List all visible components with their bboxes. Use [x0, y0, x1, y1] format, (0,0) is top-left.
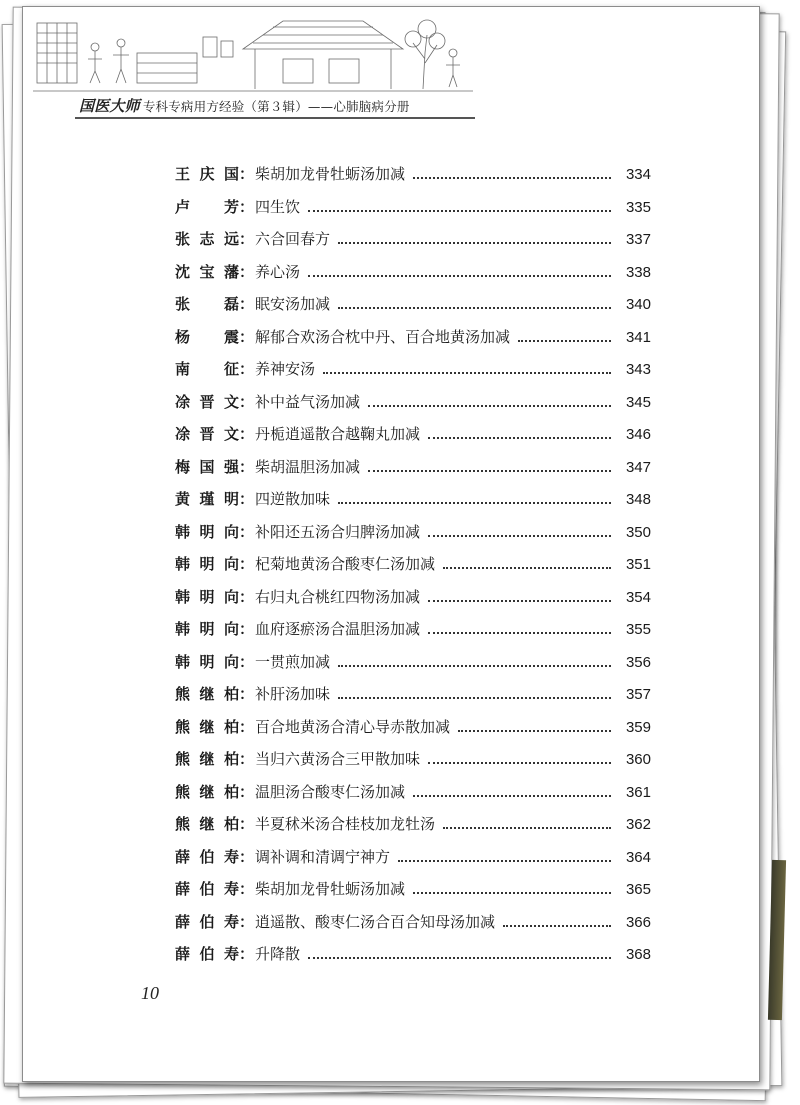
toc-page-number: 337	[625, 231, 651, 248]
toc-title: 补阳还五汤合归脾汤加减	[255, 522, 421, 541]
toc-title: 养心汤	[255, 262, 301, 281]
toc-separator: ：	[239, 782, 255, 801]
toc-page-number: 354	[625, 588, 651, 606]
toc-entry	[175, 553, 651, 586]
toc-dot-leader	[338, 501, 611, 504]
toc-dot-leader	[503, 924, 611, 927]
toc-separator: ：	[239, 490, 255, 508]
toc-author: 沈宝藩	[175, 262, 239, 281]
toc-author: 凃晋文	[175, 392, 239, 411]
toc-page-number: 348	[625, 491, 651, 508]
toc-separator: ：	[239, 847, 255, 866]
toc-dot-leader	[368, 404, 611, 407]
toc-separator: ：	[239, 912, 255, 931]
header-rule	[75, 117, 475, 119]
series-title: 专科专病用方经验（第３辑）——心肺脑病分册	[142, 99, 410, 114]
toc-title: 柴胡加龙骨牡蛎汤加减	[255, 880, 406, 898]
toc-page-number: 351	[625, 556, 651, 573]
toc-page-number: 360	[625, 751, 651, 768]
toc-separator: ：	[239, 750, 255, 768]
toc-title: 解郁合欢汤合枕中丹、百合地黄汤加减	[255, 327, 511, 346]
toc-separator: ：	[239, 425, 255, 443]
toc-title: 丹栀逍遥散合越鞠丸加减	[255, 425, 421, 443]
toc-page-number: 361	[625, 783, 651, 801]
toc-title: 调补调和清调宁神方	[255, 847, 391, 866]
toc-page-number: 366	[625, 913, 651, 931]
toc-title: 柴胡温胆汤加减	[255, 457, 361, 476]
toc-author: 杨 震	[175, 327, 239, 346]
toc-title: 杞菊地黄汤合酸枣仁汤加减	[255, 555, 436, 573]
series-brand: 国医大师	[79, 97, 140, 115]
toc-separator: ：	[239, 620, 255, 638]
toc-page-number: 334	[625, 166, 651, 183]
toc-title: 六合回春方	[255, 230, 331, 248]
toc-separator: ：	[239, 457, 255, 476]
toc-page-number: 335	[625, 198, 651, 216]
toc-entry	[175, 618, 651, 651]
toc-entry	[175, 326, 651, 359]
toc-entry	[175, 391, 651, 424]
toc-page-number: 356	[625, 653, 651, 671]
toc-separator: ：	[239, 165, 255, 183]
toc-dot-leader	[308, 209, 611, 212]
toc-author: 卢 芳	[175, 197, 239, 216]
toc-title: 柴胡加龙骨牡蛎汤加减	[255, 165, 406, 183]
toc-dot-leader	[443, 566, 611, 569]
toc-separator: ：	[239, 685, 255, 703]
toc-title: 补肝汤加味	[255, 685, 331, 703]
toc-page-number: 345	[625, 393, 651, 411]
toc-author: 熊继柏	[175, 782, 239, 801]
toc-page-number: 346	[625, 426, 651, 443]
toc-entry	[175, 683, 651, 716]
toc-dot-leader	[308, 274, 611, 277]
toc-author: 薛伯寿	[175, 880, 239, 898]
toc-page-number: 359	[625, 718, 651, 736]
toc-dot-leader	[443, 826, 611, 829]
page-number: 10	[141, 983, 159, 1003]
toc-title: 一贯煎加减	[255, 652, 331, 671]
toc-entry	[175, 911, 651, 944]
toc-page-number: 343	[625, 361, 651, 378]
toc-entry	[175, 878, 651, 911]
toc-author: 韩明向	[175, 652, 239, 671]
toc-title: 眠安汤加减	[255, 295, 331, 313]
toc-entry	[175, 293, 651, 326]
toc-dot-leader	[338, 306, 611, 309]
toc-separator: ：	[239, 230, 255, 248]
toc-author: 张志远	[175, 230, 239, 248]
toc-author: 薛伯寿	[175, 847, 239, 866]
toc-separator: ：	[239, 555, 255, 573]
toc-entry	[175, 196, 651, 229]
toc-page-number: 355	[625, 621, 651, 638]
toc-dot-leader	[413, 891, 611, 894]
toc-title: 升降散	[255, 945, 301, 963]
toc-dot-leader	[338, 696, 611, 699]
toc-dot-leader	[428, 631, 611, 634]
toc-author: 韩明向	[175, 620, 239, 638]
toc-entry	[175, 423, 651, 456]
toc-author: 韩明向	[175, 555, 239, 573]
toc-separator: ：	[239, 880, 255, 898]
toc-title: 血府逐瘀汤合温胆汤加减	[255, 620, 421, 638]
toc-title: 养神安汤	[255, 360, 316, 378]
toc-entry	[175, 943, 651, 976]
header-illustration	[33, 13, 473, 95]
toc-dot-leader	[413, 794, 611, 797]
toc-separator: ：	[239, 327, 255, 346]
toc-entry	[175, 488, 651, 521]
toc-title: 补中益气汤加减	[255, 392, 361, 411]
toc-entry	[175, 586, 651, 619]
running-header	[79, 95, 410, 116]
toc-title: 半夏秫米汤合桂枝加龙牡汤	[255, 815, 436, 833]
toc-entry	[175, 358, 651, 391]
toc-author: 熊继柏	[175, 717, 239, 736]
toc-title: 右归丸合桃红四物汤加减	[255, 587, 421, 606]
toc-author: 薛伯寿	[175, 945, 239, 963]
toc-author: 熊继柏	[175, 815, 239, 833]
toc-page-number: 368	[625, 946, 651, 963]
toc-dot-leader	[413, 176, 611, 179]
toc-entry	[175, 228, 651, 261]
toc-author: 熊继柏	[175, 750, 239, 768]
toc-dot-leader	[428, 436, 611, 439]
toc-page-number: 364	[625, 848, 651, 866]
toc-separator: ：	[239, 945, 255, 963]
toc-dot-leader	[428, 534, 611, 537]
book-edge	[768, 860, 786, 1020]
table-of-contents	[175, 163, 651, 976]
toc-title: 逍遥散、酸枣仁汤合百合知母汤加减	[255, 912, 496, 931]
toc-author: 黄瑾明	[175, 490, 239, 508]
toc-title: 当归六黄汤合三甲散加味	[255, 750, 421, 768]
toc-author: 凃晋文	[175, 425, 239, 443]
toc-entry	[175, 813, 651, 846]
toc-author: 熊继柏	[175, 685, 239, 703]
toc-dot-leader	[428, 761, 611, 764]
toc-separator: ：	[239, 197, 255, 216]
toc-separator: ：	[239, 262, 255, 281]
toc-page-number: 338	[625, 263, 651, 281]
toc-dot-leader	[458, 729, 611, 732]
toc-separator: ：	[239, 815, 255, 833]
toc-title: 温胆汤合酸枣仁汤加减	[255, 782, 406, 801]
toc-page-number: 347	[625, 458, 651, 476]
toc-author: 南 征	[175, 360, 239, 378]
toc-entry	[175, 716, 651, 749]
toc-author: 韩明向	[175, 587, 239, 606]
toc-dot-leader	[338, 241, 611, 244]
toc-author: 薛伯寿	[175, 912, 239, 931]
toc-separator: ：	[239, 392, 255, 411]
toc-entry	[175, 651, 651, 684]
toc-entry	[175, 456, 651, 489]
toc-page-number: 350	[625, 523, 651, 541]
toc-page-number: 365	[625, 881, 651, 898]
toc-author: 韩明向	[175, 522, 239, 541]
toc-separator: ：	[239, 587, 255, 606]
toc-entry	[175, 521, 651, 554]
document-page	[22, 6, 760, 1082]
toc-author: 王庆国	[175, 165, 239, 183]
toc-entry	[175, 846, 651, 879]
toc-page-number: 357	[625, 686, 651, 703]
toc-separator: ：	[239, 522, 255, 541]
toc-dot-leader	[398, 859, 611, 862]
toc-entry	[175, 748, 651, 781]
toc-entry	[175, 261, 651, 294]
toc-separator: ：	[239, 360, 255, 378]
toc-dot-leader	[308, 956, 611, 959]
toc-separator: ：	[239, 652, 255, 671]
toc-dot-leader	[323, 371, 611, 374]
toc-page-number: 341	[625, 328, 651, 346]
toc-separator: ：	[239, 295, 255, 313]
toc-title: 四生饮	[255, 197, 301, 216]
toc-entry	[175, 163, 651, 196]
toc-dot-leader	[518, 339, 611, 342]
toc-page-number: 362	[625, 816, 651, 833]
toc-separator: ：	[239, 717, 255, 736]
toc-title: 百合地黄汤合清心导赤散加减	[255, 717, 451, 736]
toc-author: 梅国强	[175, 457, 239, 476]
toc-page-number: 340	[625, 296, 651, 313]
toc-title: 四逆散加味	[255, 490, 331, 508]
toc-entry	[175, 781, 651, 814]
toc-dot-leader	[368, 469, 611, 472]
toc-dot-leader	[338, 664, 611, 667]
toc-dot-leader	[428, 599, 611, 602]
toc-author: 张 磊	[175, 295, 239, 313]
